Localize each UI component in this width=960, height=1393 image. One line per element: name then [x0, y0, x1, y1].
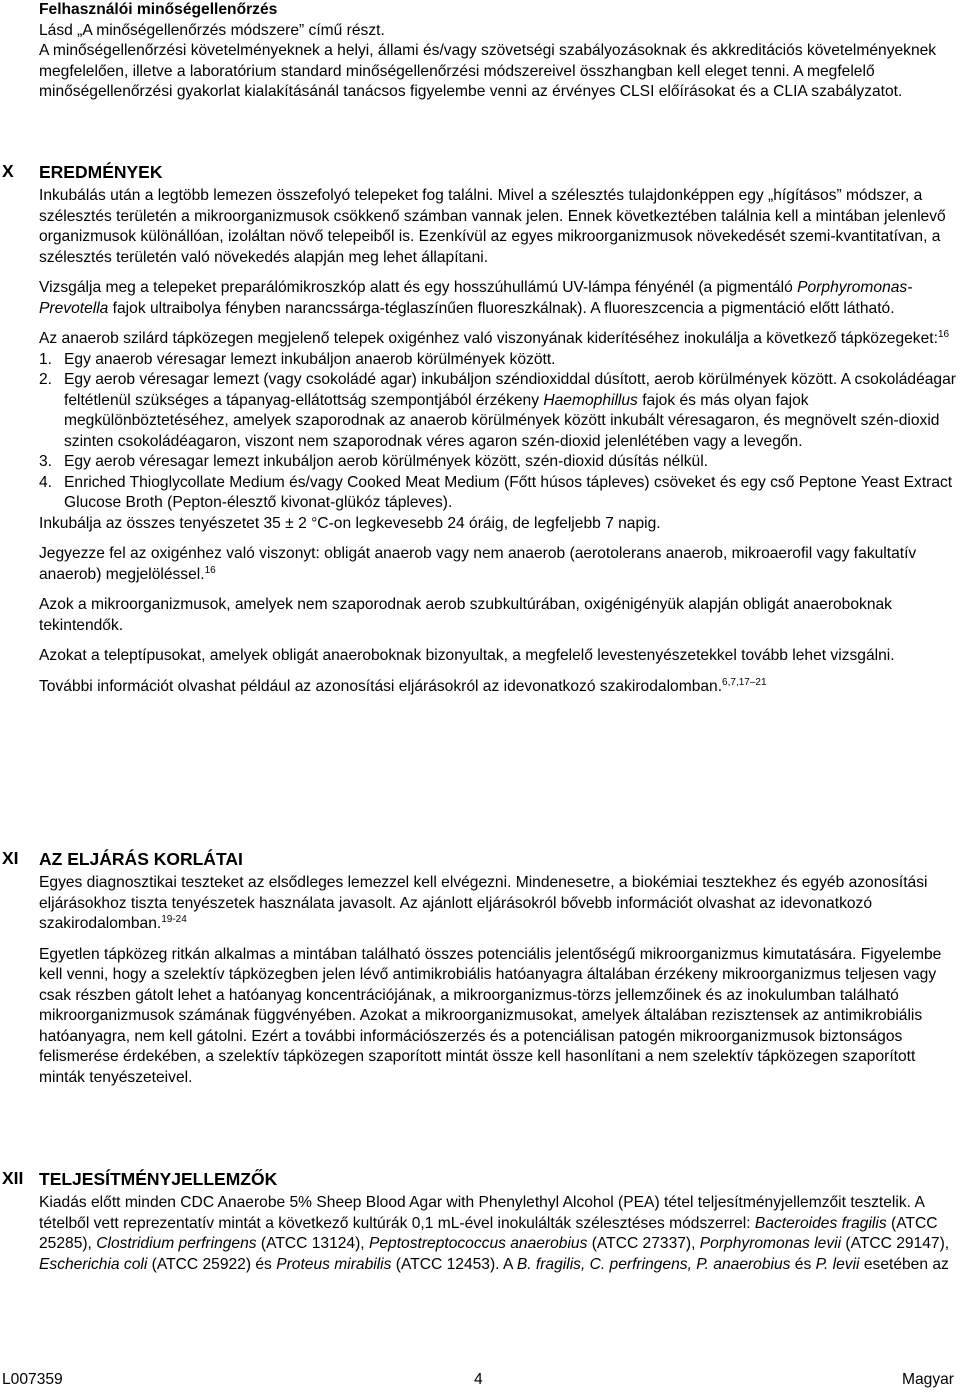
organism-name: Haemophillus: [543, 391, 638, 409]
section-12-numeral: XII: [2, 1168, 24, 1188]
section-11-title: AZ ELJÁRÁS KORLÁTAI: [39, 849, 243, 869]
qc-paragraph: A minőségellenőrzési követelményeknek a helyi, állami és/vagy szövetségi szabályozásoknak és akkreditációs követelményeknek megfelelően, illetve a laboratórium standard minőségellenőrzési módszereivel összhangban kell eleget tenni. A megfelelő minőségellenőrzési gyakorlat kialakításánál tanácsos figyelembe venni az érvényes CLSI előírásokat és a CLIA szabályzatot.: [39, 42, 937, 100]
results-paragraph-4: Inkubálja az összes tenyészetet 35 ± 2 °C-on legkevesebb 24 óráig, de legfeljebb 7 napig.: [39, 514, 661, 532]
results-paragraph-5: Jegyezze fel az oxigénhez való viszonyt: obligát anaerob vagy nem anaerob (aerotolerans anaerob, mikroaerofil vagy fakultatív anaerob) megjelöléssel.$^{16}$: [39, 545, 917, 583]
section-10-numeral: X: [2, 161, 14, 181]
section-11-numeral: XI: [2, 848, 19, 868]
list-item: 4. Enriched Thioglycollate Medium és/vagy Cooked Meat Medium (Főtt húsos tápleves) csöveket és egy cső Peptone Yeast Extract Glucose Broth (Pepton-élesztő kivonat-glükóz tápleves).: [39, 473, 953, 511]
section-10: [39, 161, 957, 697]
qc-title: Felhasználói minőségellenőrzés: [39, 1, 278, 18]
section-10-title: EREDMÉNYEK: [39, 162, 163, 182]
results-paragraph-3: Az anaerob szilárd tápközegen megjelenő telepek oxigénhez való viszonyának kiderítéséhez inokulálja a következő tápközegeket:$^{16}$: [39, 329, 950, 347]
list-item: 3. Egy aerob véresagar lemezt inkubáljon aerob körülmények között, szén-dioxid dúsítás nélkül.: [39, 453, 709, 470]
footer-document-code: L007359: [2, 1371, 63, 1388]
organism-name: Bacteroides fragilis: [754, 1214, 887, 1232]
limitations-paragraph-1: Egyes diagnosztikai teszteket az elsődleges lemezzel kell elvégezni. Mindenesetre, a biokémiai tesztekhez és egyéb azonosítási eljárásokhoz tiszta tenyészetek használata javasolt. Az ajánlott eljárásokról bővebb információt olvashat az idevonatkozó szakirodalomban.$^{19-24}$: [39, 874, 928, 932]
qc-reference: Lásd „A minőségellenőrzés módszere” című részt.: [39, 21, 385, 39]
reference-superscript: 19-24: [161, 914, 187, 925]
results-paragraph-8: További információt olvashat például az azonosítási eljárásokról az idevonatkozó szakirodalomban.$^{6,7,17-21}$: [39, 676, 767, 695]
footer-language: Magyar: [902, 1371, 954, 1388]
results-paragraph-2: Vizsgálja meg a telepeket preparálómikroszkóp alatt és egy hosszúhullámú UV-lámpa fényénél (a pigmentáló Porphyromonas-Prevotella fajok ultraibolya fényben narancssárga-téglaszínűen fluoreszkálnak). A fluoreszcencia a pigmentáció előtt látható.: [39, 279, 913, 317]
list-item: 1. Egy anaerob véresagar lemezt inkubáljon anaerob körülmények között.: [39, 350, 556, 368]
reference-superscript: 16: [937, 329, 950, 340]
organism-name: Porphyromonas levii: [699, 1235, 842, 1252]
qc-section: [39, 0, 957, 103]
performance-paragraph: Kiadás előtt minden CDC Anaerobe 5% Sheep Blood Agar with Phenylethyl Alcohol (PEA) tétel teljesítményjellemzőit tesztelik. A tételből vett reprezentatív mintát a következő kultúrák 0,1 mL-ével inokulálták szélesztéses módszerrel: Bacteroides fragilis (ATCC 25285), Clostridium perfringens (ATCC 13124), Peptostreptococcus anaerobius (ATCC 27337), Porphyromonas levii (ATCC 29147), Escherichia coli (ATCC 25922) és Proteus mirabilis (ATCC 12453). A B. fragilis, C. perfringens, P. anaerobius és P. levii esetében az: [39, 1194, 950, 1273]
organism-name: Escherichia coli: [39, 1255, 148, 1273]
organism-name: Porphyromonas-Prevotella: [39, 279, 913, 317]
limitations-paragraph-2: Egyetlen tápközeg ritkán alkalmas a mintában található összes potenciális jelentőségű mikroorganizmus kimutatására. Figyelembe kell venni, hogy a szelektív tápközegben jelen lévő antimikrobiális hatóanyagra általában érzékeny mikroorganizmus teljesen vagy csak részben gátolt lehet a hatóanyag koncentrációjának, a mikroorganizmus-törzs jellemzőinek és az inokulumban található mikroorganizmusok számának függvényében. Azokat a mikroorganizmusokat, amelyek általában rezisztensek az antimikrobiális hatóanyagra, nem kell gátolni. Ezért a további információszerzés és a potenciálisan patogén mikroorganizmusok biztonságos felismerése érdekében, a szelektív tápközegen szaporított mintát össze kell hasonlítani a nem szelektív tápközegen szaporított minták tenyészeteivel.: [39, 945, 942, 1086]
organism-name: P. levii: [815, 1255, 860, 1273]
media-list: [39, 350, 957, 514]
results-paragraph-1: Inkubálás után a legtöbb lemezen összefolyó telepeket fog találni. Mivel a szélesztés tulajdonképpen egy „hígításos” módszer, a szélesztés területén a mikroorganizmusok csökkenő számban vannak jelen. Ennek következtében találnia kell a mintában jelenlevő organizmusok különállóan, izoláltan növő telepeiből is. Ezenkívül az egyes mikroorganizmusok növekedését szemi-kvantitatívan, a szélesztés területén való növekedés alapján meg lehet állapítani.: [39, 187, 946, 266]
organism-name: Clostridium perfringens: [96, 1235, 257, 1252]
reference-superscript: 16: [204, 564, 216, 576]
section-12-title: TELJESÍTMÉNYJELLEMZŐK: [39, 1169, 278, 1189]
results-paragraph-6: Azok a mikroorganizmusok, amelyek nem szaporodnak aerob szubkultúrában, oxigénigényük alapján obligát anaeroboknak tekintendők.: [39, 596, 892, 634]
results-paragraph-7: Azokat a teleptípusokat, amelyek obligát anaeroboknak bizonyultak, a megfelelő levestenyészetekkel tovább lehet vizsgálni.: [39, 647, 895, 664]
organism-name: Proteus mirabilis: [276, 1255, 392, 1273]
section-12: [39, 1168, 957, 1275]
section-11: [39, 848, 957, 1088]
organism-name: B. fragilis, C. perfringens, P. anaerobius: [516, 1255, 791, 1273]
reference-superscript: 6,7,17–21: [722, 676, 767, 688]
list-item: 2. Egy aerob véresagar lemezt (vagy csokoládé agar) inkubáljon széndioxiddal dúsított, aerob körülmények között. A csokoládéagar feltétlenül szükséges a tápanyag-ellátottság szempontjából érzékeny Haemophillus fajok és más olyan fajok megkülönböztetéséhez, amelyek szaporodnak az anaerob körülmények között inkubált véresagaron, és megnövelt szén-dioxid szinten csokoládéagaron, viszont nem szaporodnak véres agaron szén-dioxid jelenlétében vagy a levegőn.: [39, 371, 956, 450]
footer-page-number: 4: [474, 1371, 483, 1388]
organism-name: Peptostreptococcus anaerobius: [368, 1235, 588, 1252]
